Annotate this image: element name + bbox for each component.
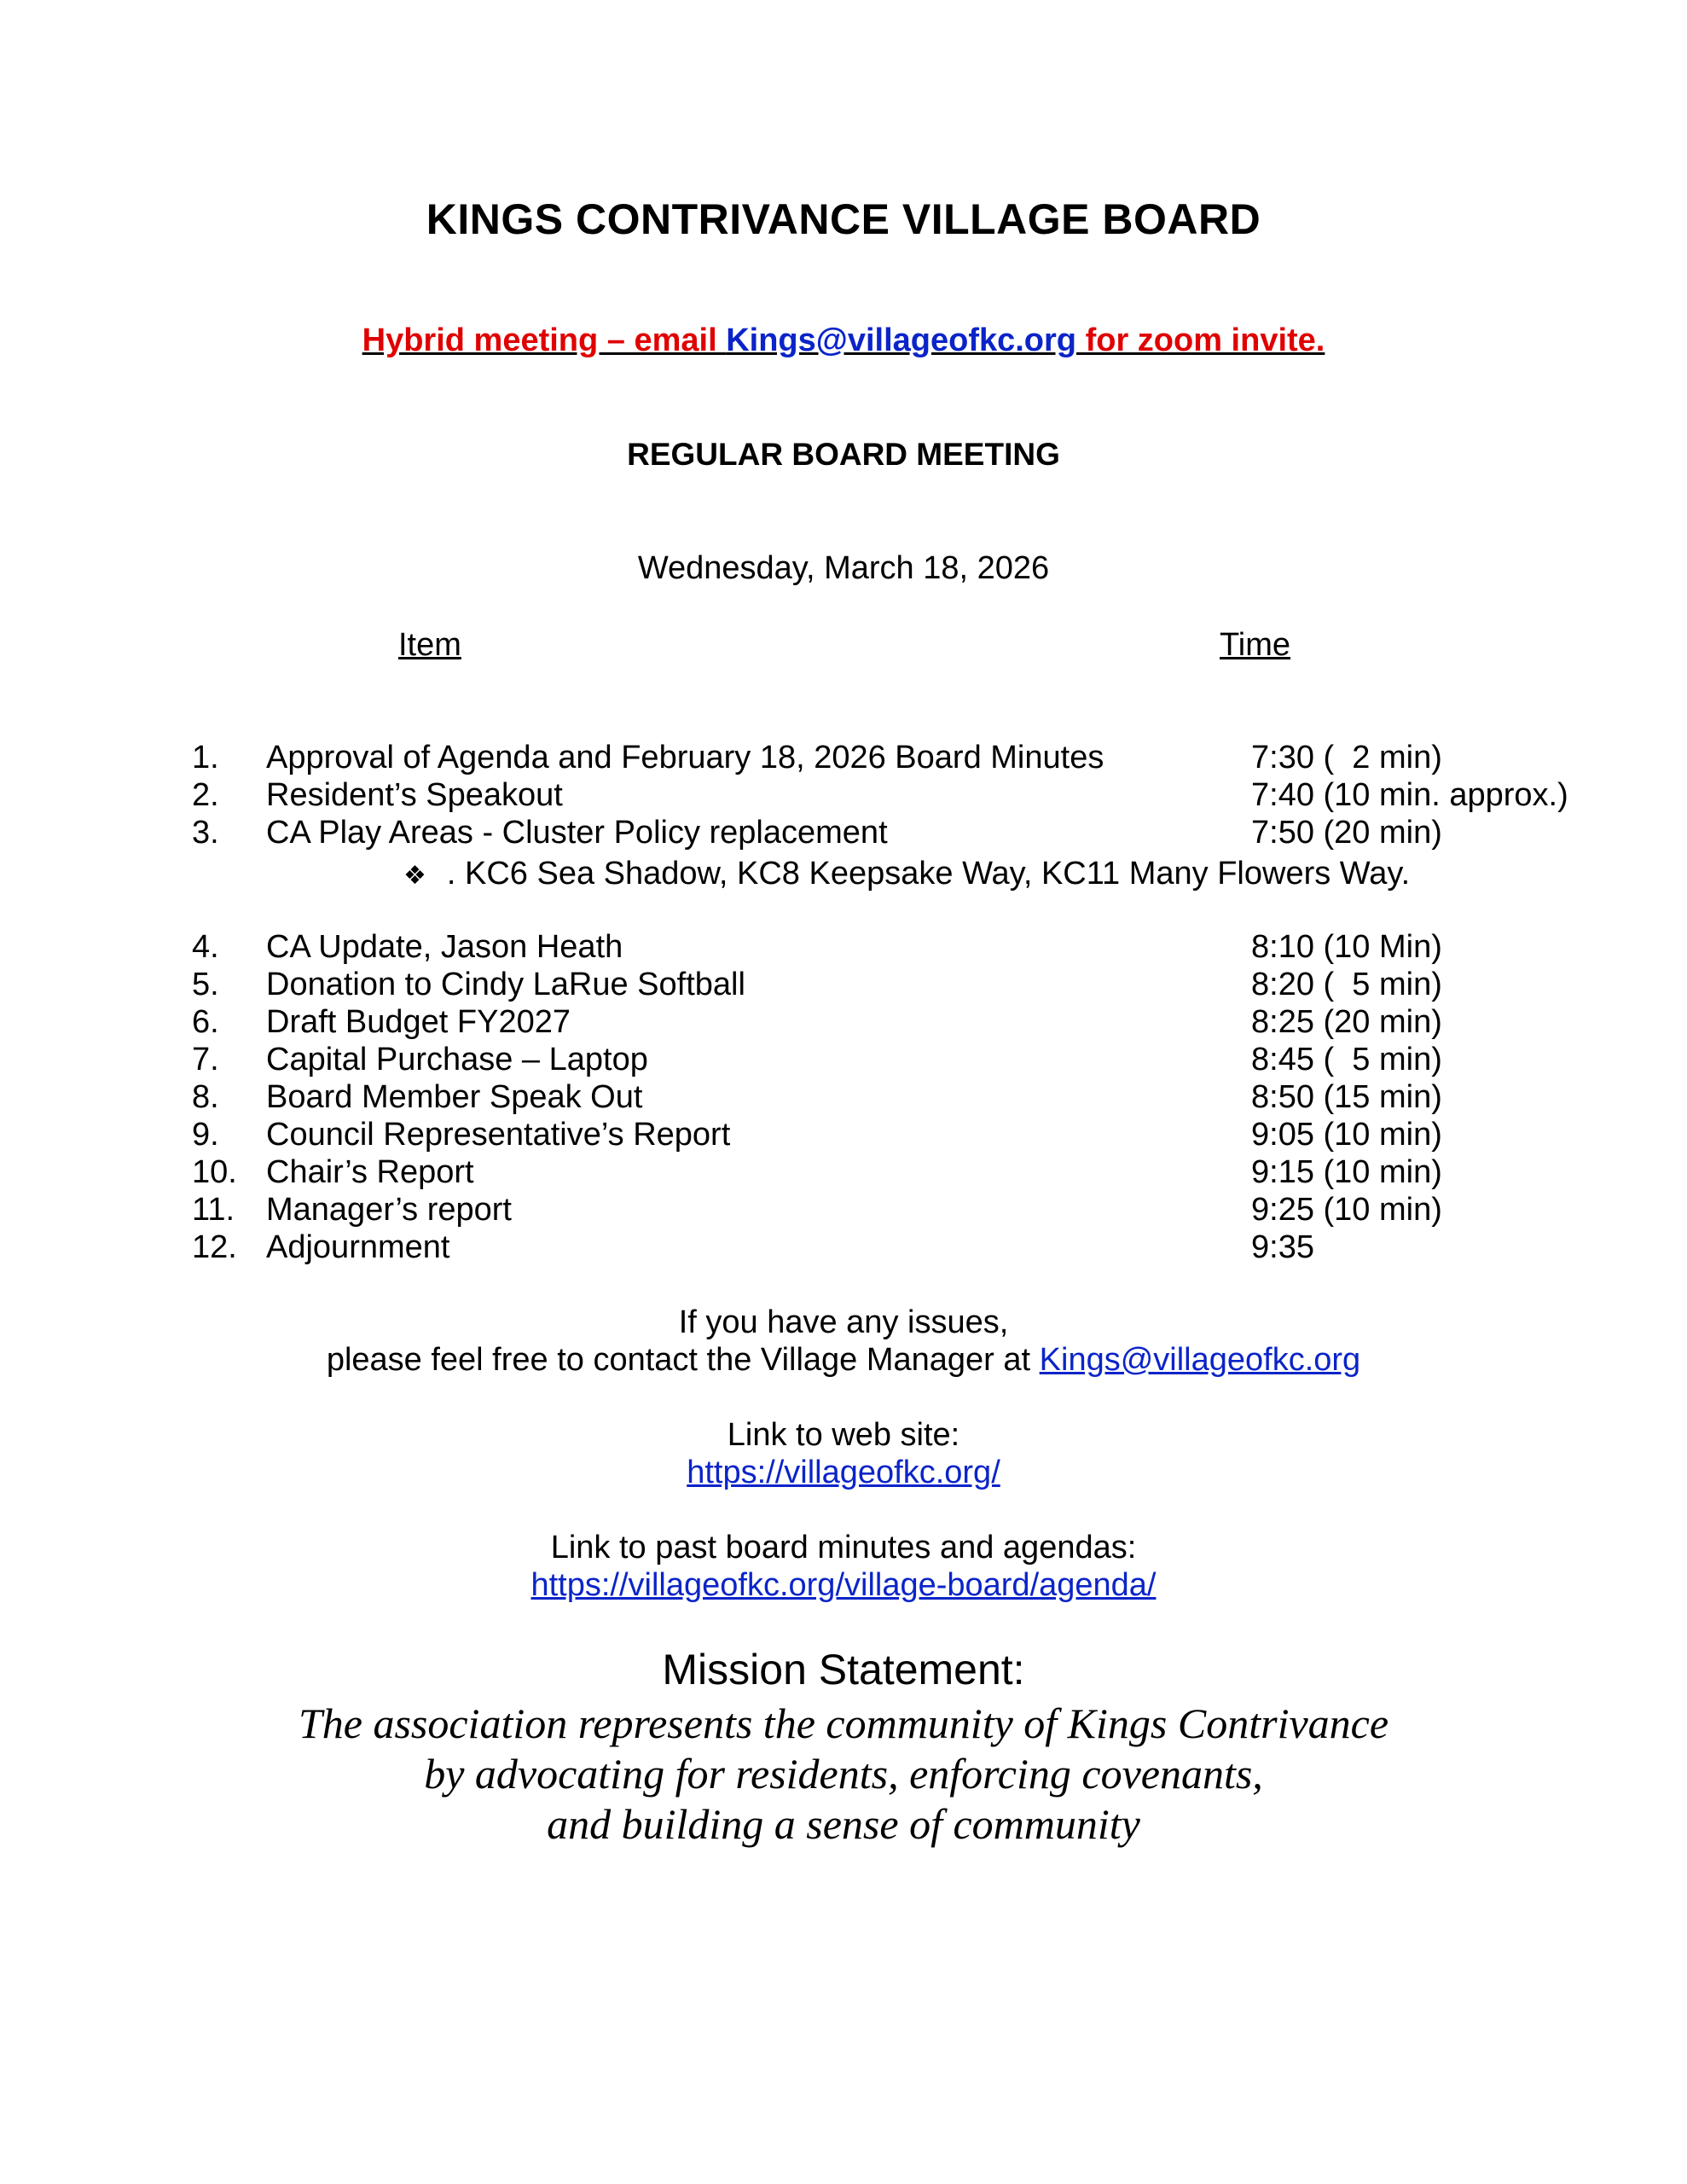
- meeting-type-heading: REGULAR BOARD MEETING: [627, 437, 1060, 472]
- agenda-item-number: 12.: [192, 1229, 237, 1265]
- hybrid-notice-prefix: Hybrid meeting – email: [362, 322, 727, 358]
- agenda-item-time: 7:30 ( 2 min): [1251, 740, 1442, 775]
- manager-email-link[interactable]: Kings@villageofkc.org: [1039, 1342, 1361, 1378]
- minutes-label: Link to past board minutes and agendas:: [550, 1530, 1137, 1565]
- website-link[interactable]: https://villageofkc.org/: [687, 1455, 1000, 1490]
- agenda-item-time: 9:25 (10 min): [1251, 1192, 1442, 1228]
- agenda-item-number: 2.: [192, 777, 219, 813]
- agenda-sub-item: [403, 855, 1410, 895]
- agenda-item-time: 8:20 ( 5 min): [1251, 967, 1442, 1002]
- agenda-item-time: 7:40 (10 min. approx.): [1251, 777, 1568, 813]
- website-label: Link to web site:: [727, 1417, 960, 1453]
- agenda-item-number: 9.: [192, 1117, 219, 1153]
- agenda-item-number: 1.: [192, 740, 219, 775]
- contact-manager-text: please feel free to contact the Village Manager at: [326, 1342, 1040, 1378]
- board-title: KINGS CONTRIVANCE VILLAGE BOARD: [426, 195, 1261, 243]
- agenda-item-number: 7.: [192, 1042, 219, 1077]
- agenda-item-title: Resident’s Speakout: [266, 777, 563, 813]
- agenda-item-title: Approval of Agenda and February 18, 2026 Board Minutes: [266, 740, 1104, 775]
- agenda-item-number: 3.: [192, 815, 219, 851]
- hybrid-email-link[interactable]: Kings@villageofkc.org: [726, 322, 1077, 358]
- minutes-link[interactable]: https://villageofkc.org/village-board/agenda/: [530, 1567, 1157, 1603]
- agenda-item-title: Adjournment: [266, 1229, 450, 1265]
- agenda-item-number: 11.: [192, 1192, 235, 1228]
- agenda-sub-item-text: . KC6 Sea Shadow, KC8 Keepsake Way, KC11 Many Flowers Way.: [446, 856, 1411, 892]
- mission-line: The association represents the community of Kings Contrivance: [298, 1699, 1389, 1747]
- agenda-item-number: 4.: [192, 929, 219, 965]
- agenda-item-time: 9:15 (10 min): [1251, 1154, 1442, 1190]
- mission-line: by advocating for residents, enforcing covenants,: [424, 1750, 1263, 1798]
- agenda-item-title: Chair’s Report: [266, 1154, 474, 1190]
- mission-line: and building a sense of community: [547, 1800, 1140, 1848]
- diamond-bullet-icon: ❖: [403, 862, 426, 890]
- agenda-item-time: 8:45 ( 5 min): [1251, 1042, 1442, 1077]
- agenda-item-number: 6.: [192, 1004, 219, 1040]
- agenda-item-title: Draft Budget FY2027: [266, 1004, 571, 1040]
- agenda-item-time: 8:10 (10 Min): [1251, 929, 1442, 965]
- agenda-item-title: Donation to Cindy LaRue Softball: [266, 967, 745, 1002]
- agenda-item-time: 8:25 (20 min): [1251, 1004, 1442, 1040]
- agenda-item-time: 9:35: [1251, 1229, 1314, 1265]
- agenda-item-number: 8.: [192, 1079, 219, 1115]
- agenda-item-title: CA Play Areas - Cluster Policy replacement: [266, 815, 888, 851]
- agenda-item-title: Manager’s report: [266, 1192, 512, 1228]
- agenda-item-title: Capital Purchase – Laptop: [266, 1042, 648, 1077]
- minutes-link-line: [0, 1567, 1687, 1604]
- agenda-item-number: 10.: [192, 1154, 237, 1190]
- website-link-line: [0, 1455, 1687, 1491]
- agenda-item-time: 7:50 (20 min): [1251, 815, 1442, 851]
- item-column-header: Item: [398, 627, 461, 663]
- time-column-header: Time: [1220, 627, 1291, 663]
- meeting-date: Wednesday, March 18, 2026: [637, 550, 1050, 586]
- agenda-item-number: 5.: [192, 967, 219, 1002]
- agenda-item-title: Council Representative’s Report: [266, 1117, 731, 1153]
- agenda-item-title: Board Member Speak Out: [266, 1079, 643, 1115]
- agenda-item-time: 8:50 (15 min): [1251, 1079, 1442, 1115]
- hybrid-meeting-notice: [0, 322, 1687, 359]
- hybrid-notice-suffix: for zoom invite.: [1076, 322, 1325, 358]
- agenda-item-title: CA Update, Jason Heath: [266, 929, 623, 965]
- contact-intro: If you have any issues,: [678, 1304, 1009, 1340]
- contact-manager-line: [0, 1342, 1687, 1379]
- agenda-item-time: 9:05 (10 min): [1251, 1117, 1442, 1153]
- mission-heading: Mission Statement:: [662, 1646, 1025, 1693]
